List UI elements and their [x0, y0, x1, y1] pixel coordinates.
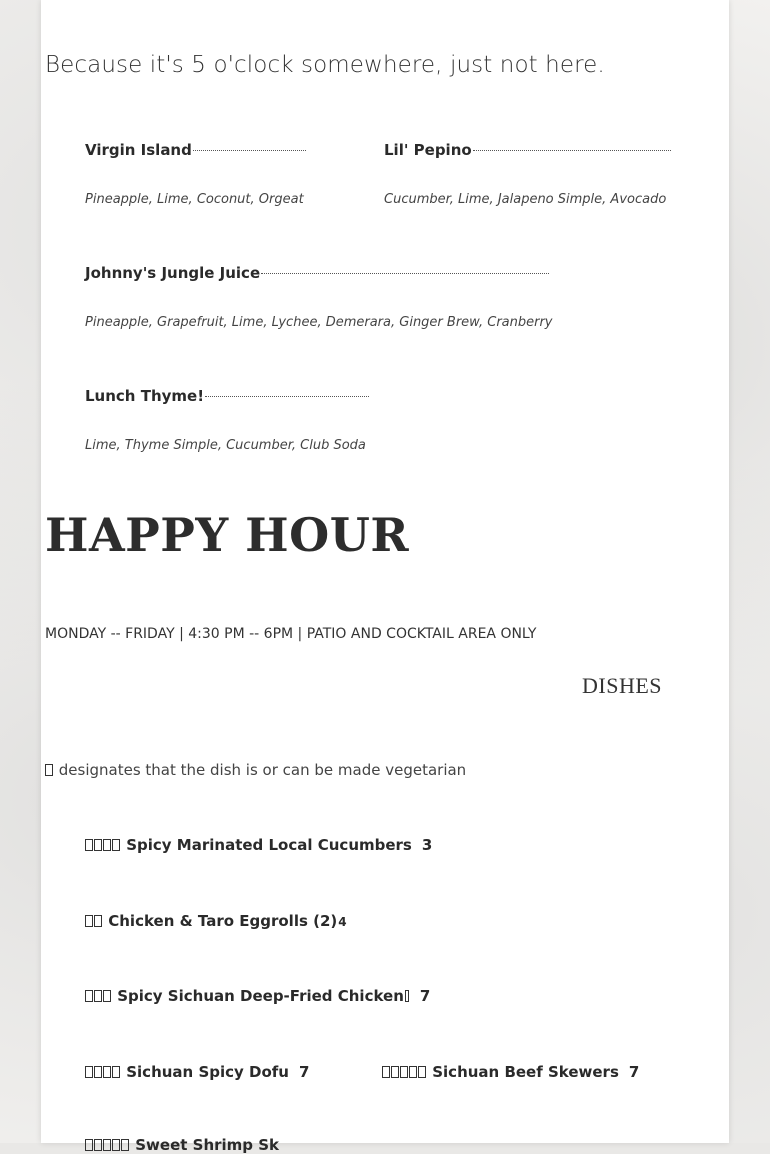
- vegetarian-note: [45, 761, 466, 779]
- item-name: Lunch Thyme!: [85, 387, 205, 405]
- dish-name: Spicy Marinated Local Cucumbers: [126, 836, 412, 854]
- dishes-section-label: DISHES: [582, 673, 663, 698]
- dish-price: 7: [628, 1063, 640, 1081]
- menu-item: [85, 387, 369, 453]
- dot-leader: [261, 273, 549, 274]
- dish-price: 7: [299, 1063, 310, 1081]
- section-tagline: Because it's 5 o'clock somewhere, just not here.: [45, 52, 605, 78]
- vegetarian-note-text: designates that the dish is or can be made vegetarian: [54, 761, 467, 779]
- dish-price: 4: [338, 915, 347, 929]
- vegetarian-icon: [45, 764, 53, 776]
- dish-name: Sichuan Spicy Dofu: [126, 1063, 289, 1081]
- chinese-characters-icon: [85, 1136, 130, 1154]
- item-name: Johnny's Jungle Juice: [85, 264, 261, 282]
- dish-item: [382, 1063, 639, 1081]
- dish-item: [85, 987, 430, 1005]
- menu-item: [85, 264, 553, 330]
- chinese-characters-icon: [85, 912, 103, 930]
- chinese-characters-icon: [85, 1063, 121, 1081]
- chinese-characters-icon: [85, 836, 121, 854]
- dish-name: Sweet Shrimp Sk: [135, 1136, 280, 1154]
- dish-item: [85, 912, 347, 930]
- chinese-characters-icon: [382, 1063, 427, 1081]
- chinese-characters-icon: [85, 987, 112, 1005]
- item-description: Pineapple, Grapefruit, Lime, Lychee, Demerara, Ginger Brew, Cranberry: [85, 315, 553, 330]
- dot-leader: [205, 396, 369, 397]
- dish-price: 7: [419, 987, 431, 1005]
- dish-item: [85, 1063, 309, 1081]
- dish-name: Chicken & Taro Eggrolls (2): [108, 912, 338, 930]
- item-description: Lime, Thyme Simple, Cucumber, Club Soda: [85, 438, 366, 453]
- spicy-icon: [405, 990, 409, 1002]
- dish-name: Spicy Sichuan Deep-Fried Chicken: [117, 987, 404, 1005]
- dot-leader: [193, 150, 306, 151]
- item-description: Pineapple, Lime, Coconut, Orgeat: [85, 192, 304, 207]
- happy-hour-schedule: MONDAY -- FRIDAY | 4:30 PM -- 6PM | PATIO AND COCKTAIL AREA ONLY: [45, 626, 537, 642]
- menu-item: [85, 141, 306, 207]
- dish-price: 3: [421, 836, 433, 854]
- item-description: Cucumber, Lime, Jalapeno Simple, Avocado: [384, 192, 667, 207]
- happy-hour-heading: HAPPY HOUR: [45, 508, 410, 562]
- dish-item: [85, 1136, 279, 1154]
- item-name: Lil' Pepino: [384, 141, 472, 159]
- dish-name: Sichuan Beef Skewers: [432, 1063, 619, 1081]
- dot-leader: [473, 150, 671, 151]
- menu-item: [384, 141, 671, 207]
- dish-item: [85, 836, 432, 854]
- item-name: Virgin Island: [85, 141, 192, 159]
